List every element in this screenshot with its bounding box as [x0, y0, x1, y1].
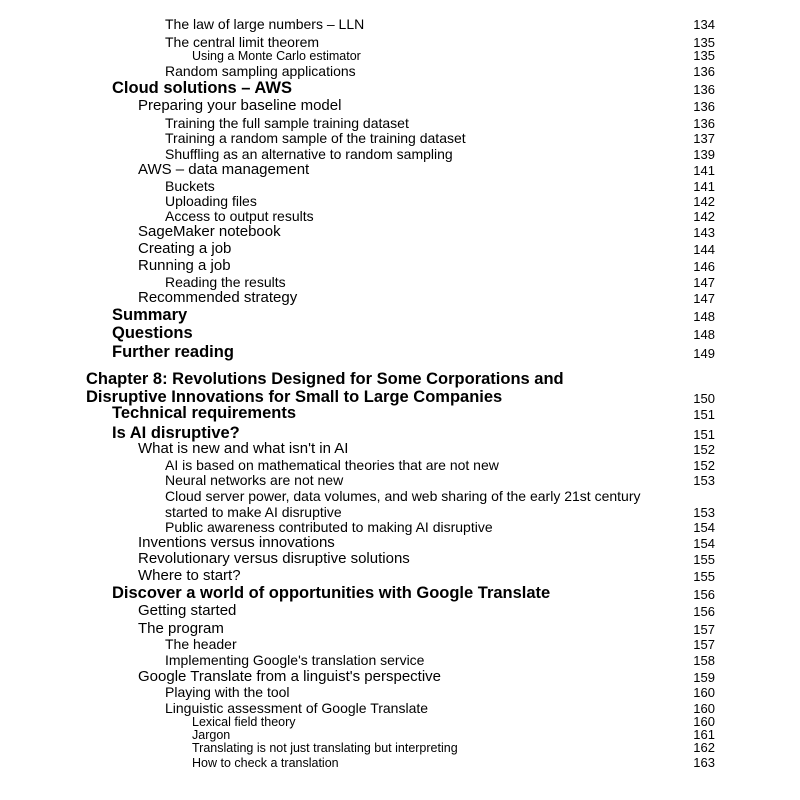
toc-entry-page: 144	[693, 242, 715, 257]
toc-entry-page: 151	[693, 427, 715, 442]
toc-entry-title: Using a Monte Carlo estimator	[192, 48, 361, 63]
toc-entry-page: 148	[693, 327, 715, 342]
toc-entry-title: Technical requirements	[112, 403, 297, 422]
toc-entry-title: Inventions versus innovations	[138, 534, 335, 551]
toc-entry-title: Playing with the tool	[165, 684, 290, 700]
toc-entry-title: Implementing Google's translation service	[165, 652, 425, 668]
toc-entry-title: Running a job	[138, 257, 231, 274]
toc-entry-page: 136	[693, 116, 715, 131]
toc-entry-title: Linguistic assessment of Google Translate	[165, 700, 429, 716]
toc-entry-page: 150	[693, 391, 715, 406]
toc-entry-title: Public awareness contributed to making AI disruptive	[165, 519, 493, 535]
toc-entry-title: Buckets	[165, 178, 215, 194]
toc-entry-page: 156	[693, 587, 715, 602]
toc-entry-page: 142	[693, 209, 715, 224]
toc-entry-page: 136	[693, 64, 715, 79]
toc-entry-page: 135	[693, 35, 715, 50]
toc-entry-title: Preparing your baseline model	[138, 97, 342, 114]
toc-entry-page: 151	[693, 407, 715, 422]
toc-entry-page: 137	[693, 131, 715, 146]
toc-entry-page: 148	[693, 309, 715, 324]
toc-entry-page: 141	[693, 179, 715, 194]
toc-entry-title: Access to output results	[165, 208, 314, 224]
toc-entry-title: How to check a translation	[192, 755, 339, 770]
toc-entry-page: 160	[693, 701, 715, 716]
toc-entry-page: 162	[693, 740, 715, 755]
toc-entry-page: 155	[693, 569, 715, 584]
toc-entry-page: 154	[693, 520, 715, 535]
toc-entry-page: 135	[693, 48, 715, 63]
toc-entry-page: 134	[693, 17, 715, 32]
toc-entry-title: Getting started	[138, 602, 237, 619]
toc-entry-title: Reading the results	[165, 274, 286, 290]
toc-entry-page: 153	[693, 473, 715, 488]
toc-entry-page: 147	[693, 275, 715, 290]
toc-entry-page: 136	[693, 99, 715, 114]
toc-entry-page: 152	[693, 442, 715, 457]
toc-entry-title: What is new and what isn't in AI	[138, 440, 349, 457]
toc-entry-page: 147	[693, 291, 715, 306]
toc-entry-title: Cloud solutions – AWS	[112, 78, 292, 97]
toc-entry-title: Lexical field theory	[192, 714, 296, 729]
toc-entry-title: Training the full sample training dataset	[165, 115, 409, 131]
toc-entry-title: Recommended strategy	[138, 289, 298, 306]
toc-entry-title: The header	[165, 636, 237, 652]
toc-entry-title: Neural networks are not new	[165, 472, 344, 488]
toc-entry-page: 143	[693, 225, 715, 240]
toc-entry-title: Shuffling as an alternative to random sampling	[165, 146, 453, 162]
toc-entry-page: 155	[693, 552, 715, 567]
toc-entry-page: 136	[693, 82, 715, 97]
toc-entry-title: Creating a job	[138, 240, 232, 257]
toc-entry-title: Training a random sample of the training dataset	[165, 130, 466, 146]
toc-entry-title: Where to start?	[138, 567, 241, 584]
toc-entry-page: 158	[693, 653, 715, 668]
toc-entry-title: Google Translate from a linguist's perspective	[138, 668, 442, 685]
toc-entry-title: Random sampling applications	[165, 63, 356, 79]
toc-entry-page: 161	[693, 727, 715, 742]
toc-entry-title: Further reading	[112, 342, 234, 361]
toc-entry-page: 163	[693, 755, 715, 770]
toc-entry-title: Jargon	[192, 727, 231, 742]
toc-entry-page: 154	[693, 536, 715, 551]
toc-chapter-title-line1: Chapter 8: Revolutions Designed for Some Corporations and	[86, 369, 564, 388]
toc-entry-title: Summary	[112, 305, 188, 324]
toc-entry-page: 157	[693, 637, 715, 652]
toc-entry-title: AWS – data management	[138, 161, 310, 178]
toc-entry-title: Translating is not just translating but interpreting	[192, 740, 458, 755]
toc-entry-page: 146	[693, 259, 715, 274]
toc-entry-page: 159	[693, 670, 715, 685]
toc-entry-page: 142	[693, 194, 715, 209]
toc-entry-title: Is AI disruptive?	[112, 423, 240, 442]
toc-entry-page: 141	[693, 163, 715, 178]
toc-entry-page: 149	[693, 346, 715, 361]
toc-chapter-title-line2: Disruptive Innovations for Small to Large Companies	[86, 387, 503, 406]
toc-entry-page: 160	[693, 714, 715, 729]
toc-entry-title: SageMaker notebook	[138, 223, 281, 240]
toc-entry-title: The program	[138, 620, 224, 637]
toc-entry-title: The law of large numbers – LLN	[165, 16, 365, 32]
toc-entry-title: Uploading files	[165, 193, 257, 209]
toc-entry-title: started to make AI disruptive	[165, 504, 342, 520]
toc-entry-page: 152	[693, 458, 715, 473]
toc-entry-page: 156	[693, 604, 715, 619]
toc-entry-page: 160	[693, 685, 715, 700]
toc-entry-title: Questions	[112, 323, 193, 342]
toc-entry-title-line1: Cloud server power, data volumes, and web sharing of the early 21st century	[165, 488, 641, 504]
toc-entry-page: 139	[693, 147, 715, 162]
toc-entry-title: AI is based on mathematical theories that are not new	[165, 457, 499, 473]
toc-entry-page: 157	[693, 622, 715, 637]
toc-entry-title: The central limit theorem	[165, 34, 320, 50]
toc-entry-title: Discover a world of opportunities with Google Translate	[112, 583, 551, 602]
toc-entry-title: Revolutionary versus disruptive solutions	[138, 550, 410, 567]
toc-entry-page: 153	[693, 505, 715, 520]
